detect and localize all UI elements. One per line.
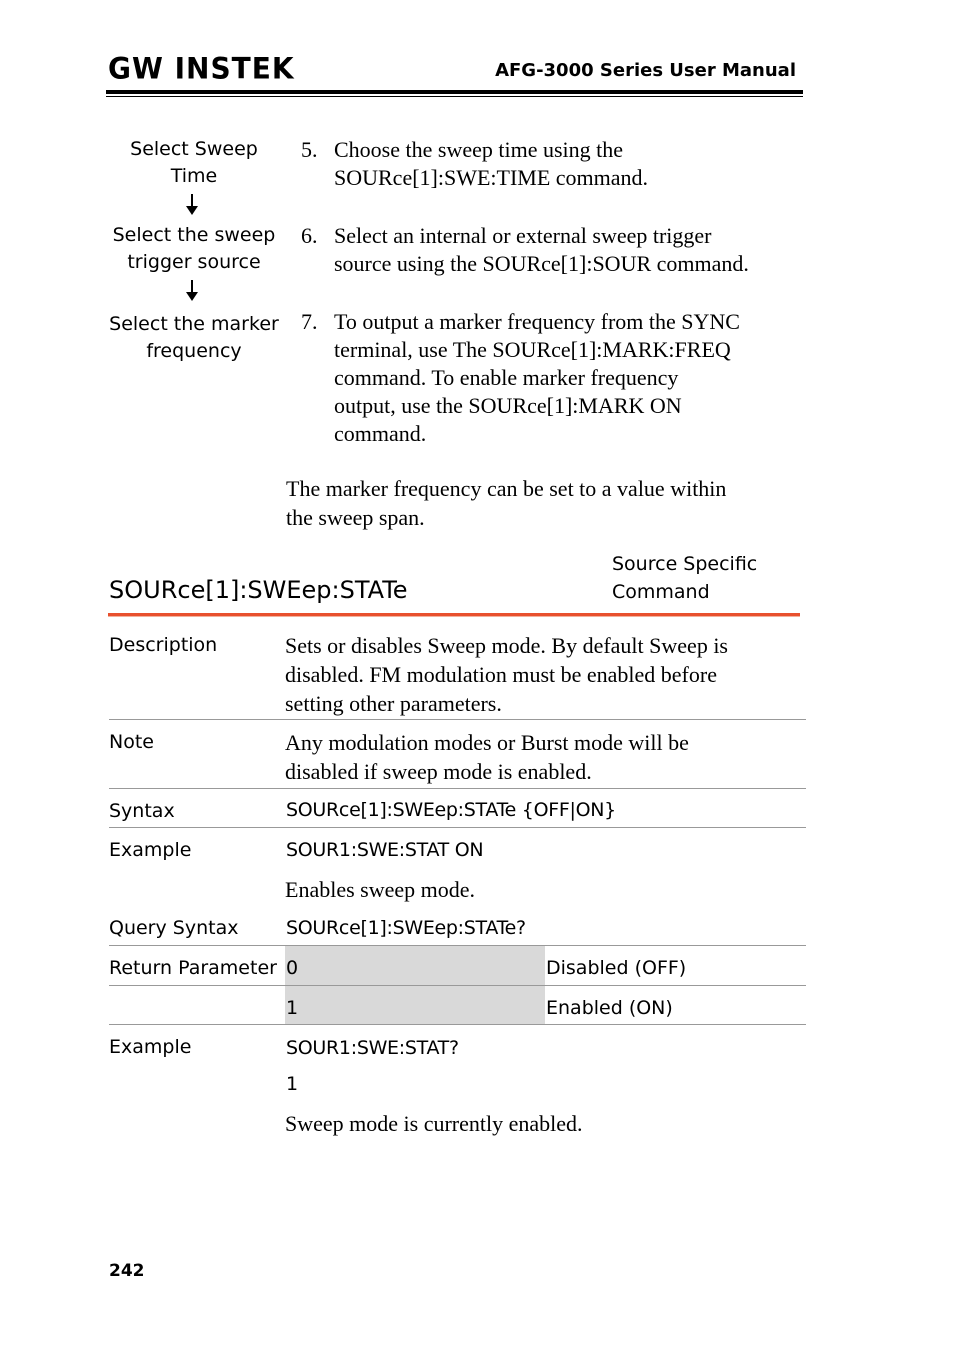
step-text	[334, 222, 804, 278]
page-number: 242	[109, 1261, 145, 1281]
example-command: SOUR1:SWE:STAT ON	[286, 839, 484, 861]
example-description: Sweep mode is currently enabled.	[285, 1111, 583, 1136]
note-label: Note	[109, 731, 154, 753]
return-value-cell-bg	[285, 986, 545, 1024]
brand-logo: GW INSTEK	[108, 51, 295, 86]
flow-step-trigger-source	[104, 222, 284, 276]
return-value: 1	[286, 997, 298, 1019]
step-line: Select an internal or external sweep trigger	[334, 223, 712, 248]
return-meaning: Disabled (OFF)	[546, 957, 687, 979]
step-number: 7.	[301, 309, 318, 334]
flow-step-line: trigger source	[127, 251, 261, 273]
flow-step-line: Select the sweep	[112, 224, 276, 246]
marker-note	[286, 474, 806, 532]
flow-step-line: frequency	[146, 340, 242, 362]
row-divider	[109, 788, 806, 789]
command-title: SOURce[1]:SWEep:STATe	[109, 576, 408, 604]
header-rule	[106, 90, 803, 94]
example-command: SOUR1:SWE:STAT?	[286, 1037, 459, 1059]
description-line: disabled. FM modulation must be enabled before	[285, 662, 717, 687]
note-line: disabled if sweep mode is enabled.	[285, 759, 592, 784]
manual-title: AFG-3000 Series User Manual	[495, 60, 796, 81]
flow-step-line: Select Sweep	[130, 138, 258, 160]
step-text	[334, 308, 804, 448]
step-number: 5.	[301, 137, 318, 162]
query-syntax-text: SOURce[1]:SWEep:STATe?	[286, 917, 526, 939]
flow-step-line: Select the marker	[109, 313, 279, 335]
return-value-cell-bg	[285, 946, 545, 985]
command-type-line: Command	[612, 581, 710, 603]
header-rule-thin	[106, 96, 803, 97]
step-line: Choose the sweep time using the	[334, 137, 624, 162]
row-divider	[109, 827, 806, 828]
section-rule-shadow	[108, 616, 800, 617]
query-syntax-label: Query Syntax	[109, 917, 239, 939]
description-label: Description	[109, 634, 218, 656]
step-line: command.	[334, 421, 427, 446]
return-parameter-label: Return Parameter	[109, 957, 277, 979]
syntax-text: SOURce[1]:SWEep:STATe {OFF|ON}	[286, 799, 616, 821]
step-line: source using the SOURce[1]:SOUR command.	[334, 251, 749, 276]
flow-step-line: Time	[170, 165, 218, 187]
note-line: Any modulation modes or Burst mode will be	[285, 730, 689, 755]
command-type-line: Source Specific	[612, 553, 758, 575]
arrow-down-icon	[186, 292, 198, 301]
step-line: command. To enable marker frequency	[334, 365, 679, 390]
syntax-label: Syntax	[109, 800, 175, 822]
step-line: output, use the SOURce[1]:MARK ON	[334, 393, 682, 418]
description-text	[285, 631, 805, 718]
note-line: The marker frequency can be set to a value within	[286, 476, 727, 501]
step-text	[334, 136, 804, 192]
step-line: To output a marker frequency from the SYNC	[334, 309, 740, 334]
example-description: Enables sweep mode.	[285, 877, 475, 902]
step-line: SOURce[1]:SWE:TIME command.	[334, 165, 649, 190]
command-type	[612, 550, 757, 606]
note-text	[285, 728, 805, 786]
row-divider	[109, 985, 806, 986]
note-line: the sweep span.	[286, 505, 425, 530]
description-line: Sets or disables Sweep mode. By default Sweep is	[285, 633, 728, 658]
return-meaning: Enabled (ON)	[546, 997, 673, 1019]
example-result: 1	[286, 1073, 298, 1095]
step-number: 6.	[301, 223, 318, 248]
flow-step-marker-frequency	[104, 311, 284, 365]
row-divider	[109, 719, 806, 720]
description-line: setting other parameters.	[285, 691, 502, 716]
row-divider	[109, 1024, 806, 1025]
arrow-down-icon	[186, 206, 198, 215]
flow-step-sweep-time	[104, 136, 284, 190]
return-value: 0	[286, 957, 298, 979]
example-label: Example	[109, 839, 192, 861]
step-line: terminal, use The SOURce[1]:MARK:FREQ	[334, 337, 731, 362]
example-label: Example	[109, 1036, 192, 1058]
